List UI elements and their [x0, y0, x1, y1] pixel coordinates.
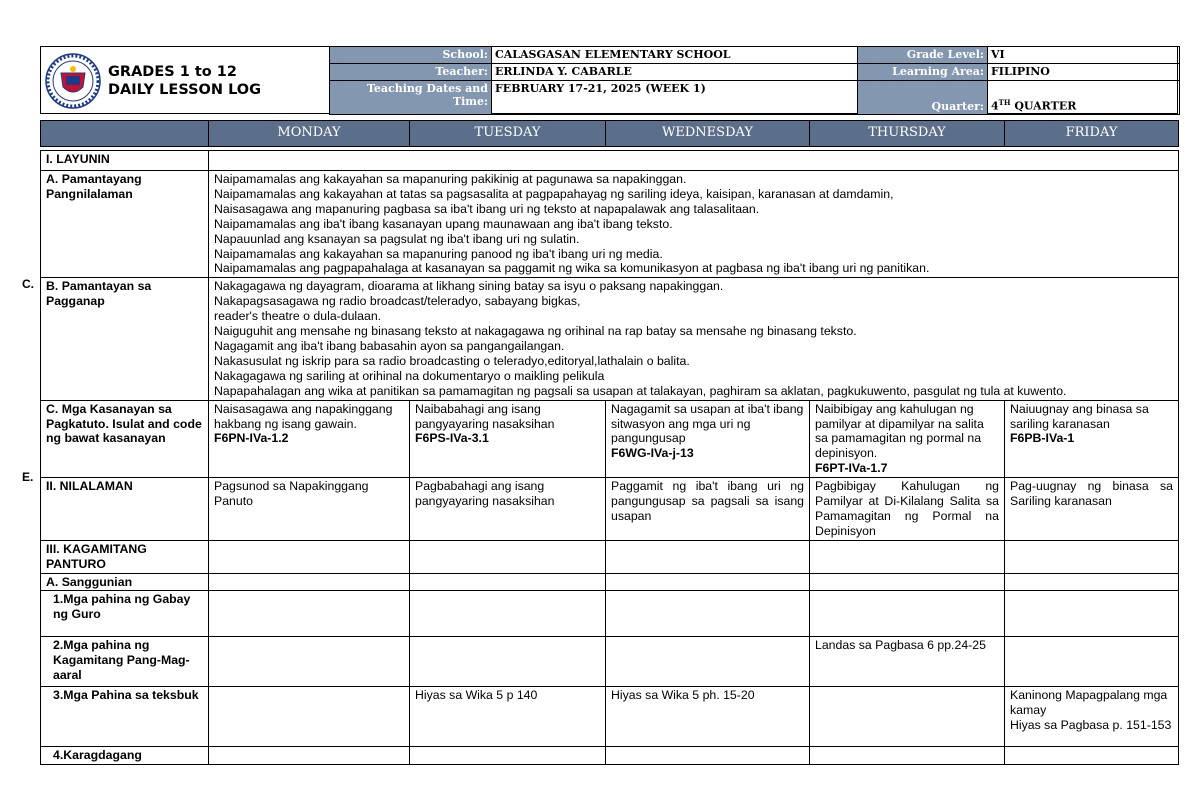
empty-cell	[410, 747, 606, 765]
quarter-superscript: TH	[998, 98, 1011, 108]
kasanayan-wednesday	[606, 400, 810, 478]
mag-aaral-thursday: Landas sa Pagbasa 6 pp.24-25	[810, 637, 1005, 687]
item-label: Mga Pahina sa teksbuk	[63, 688, 199, 703]
content-line: Naipamamalas ang kakayahan sa mapanuring panood ng iba't ibang uri ng media.	[214, 246, 663, 261]
kasanayan-tuesday	[410, 400, 606, 478]
content-line: Nakagagawa ng dayagram, dioarama at likhang sining batay sa isyu o paksang napakinggan.	[214, 279, 724, 294]
teaching-dates-value: FEBRUARY 17-21, 2025 (WEEK 1)	[492, 81, 858, 115]
day-header-friday: FRIDAY	[1005, 121, 1179, 147]
quarter-number: 4	[991, 100, 999, 113]
sanggunian-label: A. Sanggunian	[41, 573, 209, 591]
gabay-ng-guro-label	[41, 591, 209, 637]
kasanayan-text: Naisasagawa ang napakinggang hakbang ng isang gawain.	[214, 401, 393, 431]
empty-cell	[1005, 591, 1179, 637]
competency-code: F6WG-IVa-j-13	[611, 446, 694, 461]
header-info-grid	[329, 46, 1180, 115]
content-line: Naipamamalas ang pagpapahalaga at kasanayan sa paggamit ng wika sa komunikasyon at pagbasa ng iba't ibang uri ng panitikan.	[214, 261, 930, 276]
kasanayan-thursday	[810, 400, 1005, 478]
empty-cell	[810, 573, 1005, 591]
pamantayan-pagganap-label: B. Pamantayan sa Pagganap	[41, 278, 209, 400]
quarter-value	[988, 81, 1180, 115]
row-pamantayang-pangnilalaman	[41, 171, 1179, 278]
empty-cell	[1005, 540, 1179, 573]
content-line: Nakagagawa ng sariling at orihinal na dokumentaryo o maikling pelikula	[214, 368, 605, 383]
item-label: Mga pahina ng Kagamitang Pang-Mag-aaral	[53, 638, 190, 683]
kagamitang-pang-mag-aaral-label	[41, 637, 209, 687]
empty-cell	[810, 540, 1005, 573]
kasanayan-text: Naibibigay ang kahulugan ng pamilyar at dipamilyar na salita sa pamamagitan ng pormal na depinisyon.	[815, 401, 984, 461]
kasanayan-text: Naibabahagi ang isang pangyayaring nasaksihan	[415, 401, 555, 431]
nilalaman-thursday: Pagbibigay Kahulugan ng Pamilyar at Di-Kilalang Salita sa Pamamagitan ng Pormal na Depinisyon	[810, 478, 1005, 541]
empty-cell	[1005, 747, 1179, 765]
kasanayan-text: Nagagamit sa usapan at iba't ibang sitwasyon ang mga uri ng pangungusap	[611, 401, 804, 446]
row-kagamitang-panturo	[41, 540, 1179, 573]
kasanayan-label: C. Mga Kasanayan sa Pagkatuto. Isulat and code ng bawat kasanayan	[41, 400, 209, 478]
teksbuk-friday: Kaninong Mapagpalang mga kamay Hiyas sa Pagbasa p. 151-153	[1005, 687, 1179, 747]
quarter-label: Quarter:	[858, 81, 988, 115]
row-kagamitang-pang-mag-aaral	[41, 637, 1179, 687]
teksbuk-tuesday: Hiyas sa Wika 5 p 140	[410, 687, 606, 747]
grade-level-label: Grade Level:	[858, 47, 988, 64]
content-line: reader's theatre o dula-dulaan.	[214, 309, 382, 324]
content-line: Naipamamalas ang kakayahan sa mapanuring pakikinig at pagunawa sa napakinggan.	[214, 172, 687, 186]
mag-aaral-monday	[209, 637, 410, 687]
content-line: Naisasagawa ang mapanuring pagbasa sa iba't ibang uri ng teksto at napapalawak ang talasalitaan.	[214, 201, 760, 216]
kasanayan-monday	[209, 400, 410, 478]
item-number: 4.	[53, 748, 64, 763]
mag-aaral-friday	[1005, 637, 1179, 687]
item-number: 3.	[53, 688, 64, 703]
competency-code: F6PB-IVa-1	[1010, 431, 1075, 446]
title-dll: DAILY LESSON LOG	[108, 82, 262, 98]
pamantayang-pangnilalaman-label: A. Pamantayang Pangnilalaman	[41, 171, 209, 278]
nilalaman-tuesday: Pagbabahagi ang isang pangyayaring nasaksihan	[410, 478, 606, 541]
day-header-tuesday: TUESDAY	[410, 121, 606, 147]
lesson-log-table	[40, 120, 1179, 765]
content-line: Nakasusulat ng iskrip para sa radio broadcasting o teleradyo,editoryal,lathalain o balita.	[214, 353, 690, 368]
teaching-dates-label-2: Time:	[452, 95, 488, 108]
nilalaman-wednesday: Paggamit ng iba't ibang uri ng pangungusap sa pagsali sa isang usapan	[606, 478, 810, 541]
day-header-wednesday: WEDNESDAY	[606, 121, 810, 147]
row-layunin	[41, 151, 1179, 171]
teksbuk-monday	[209, 687, 410, 747]
item-label: Karagdagang	[63, 748, 142, 763]
row-kasanayan	[41, 400, 1179, 478]
school-value: CALASGASAN ELEMENTARY SCHOOL	[492, 47, 858, 64]
empty-cell	[606, 573, 810, 591]
empty-cell	[209, 591, 410, 637]
competency-code: F6PS-IVa-3.1	[415, 431, 489, 446]
school-label: School:	[330, 47, 492, 64]
item-label: Mga pahina ng Gabay ng Guro	[53, 592, 191, 622]
empty-cell	[810, 591, 1005, 637]
empty-cell	[810, 747, 1005, 765]
content-line: Nagagamit ang iba't ibang babasahin ayon sa pangangailangan.	[214, 338, 565, 353]
quarter-text: QUARTER	[1010, 100, 1077, 113]
teksbuk-wednesday: Hiyas sa Wika 5 ph. 15-20	[606, 687, 810, 747]
deped-seal-icon	[45, 53, 101, 109]
row-gabay-ng-guro	[41, 591, 1179, 637]
teksbuk-label	[41, 687, 209, 747]
kasanayan-friday	[1005, 400, 1179, 478]
empty-cell	[410, 573, 606, 591]
karagdagang-label	[41, 747, 209, 765]
teaching-dates-label-1: Teaching Dates and	[366, 82, 488, 95]
day-header-thursday: THURSDAY	[810, 121, 1005, 147]
side-letter-e: E.	[22, 470, 34, 484]
competency-code: F6PT-IVa-1.7	[815, 461, 888, 476]
pamantayan-pagganap-content	[209, 278, 1179, 400]
content-line: Napauunlad ang ksanayan sa pagsulat ng iba't ibang uri ng sulatin.	[214, 231, 580, 246]
row-pamantayan-pagganap	[41, 278, 1179, 400]
empty-cell	[209, 540, 410, 573]
nilalaman-monday: Pagsunod sa Napakinggang Panuto	[209, 478, 410, 541]
competency-code: F6PN-IVa-1.2	[214, 431, 289, 446]
content-line: Naipamamalas ang kakayahan at tatas sa pagsasalita at pagpapahayag ng sariling ideya, kaisipan, karanasan at damdamin,	[214, 186, 894, 201]
teacher-label: Teacher:	[330, 64, 492, 81]
day-header-monday: MONDAY	[209, 121, 410, 147]
mag-aaral-tuesday	[410, 637, 606, 687]
row-nilalaman	[41, 478, 1179, 541]
teksbuk-thursday	[810, 687, 1005, 747]
empty-cell	[606, 591, 810, 637]
mag-aaral-wednesday	[606, 637, 810, 687]
dll-header	[40, 46, 1178, 114]
empty-cell	[606, 747, 810, 765]
side-letter-c: C.	[22, 277, 34, 291]
nilalaman-friday: Pag-uugnay ng binasa sa Sariling karanasan	[1005, 478, 1179, 541]
content-line: Napapahalagan ang wika at panitikan sa pamamagitan ng pagsali sa usapan at talakayan, paghiram sa aklatan, pagkukuwento, pasgulat ng tula at kuwento.	[214, 383, 1067, 398]
empty-cell	[209, 747, 410, 765]
item-number: 2.	[53, 638, 64, 653]
layunin-content	[209, 151, 1179, 171]
day-header-blank	[41, 121, 209, 147]
layunin-label: I. LAYUNIN	[41, 151, 209, 171]
title-grades: GRADES 1 to 12	[108, 64, 237, 80]
content-line: Naipamamalas ang iba't ibang kasanayan upang maunawaan ang iba't ibang teksto.	[214, 216, 673, 231]
row-karagdagang	[41, 747, 1179, 765]
empty-cell	[410, 540, 606, 573]
learning-area-value: FILIPINO	[988, 64, 1180, 81]
teacher-value: ERLINDA Y. CABARLE	[492, 64, 858, 81]
nilalaman-label: II. NILALAMAN	[41, 478, 209, 541]
empty-cell	[410, 591, 606, 637]
content-line: Nakapagsasagawa ng radio broadcast/teleradyo, sabayang bigkas,	[214, 294, 581, 309]
kasanayan-text: Naiuugnay ang binasa sa sariling karanasan	[1010, 401, 1149, 431]
learning-area-label: Learning Area:	[858, 64, 988, 81]
pamantayang-pangnilalaman-content	[209, 171, 1179, 278]
row-sanggunian	[41, 573, 1179, 591]
item-number: 1.	[53, 592, 64, 607]
row-teksbuk	[41, 687, 1179, 747]
kagamitang-panturo-label: III. KAGAMITANG PANTURO	[41, 540, 209, 573]
teaching-dates-label	[330, 81, 492, 115]
empty-cell	[1005, 573, 1179, 591]
empty-cell	[606, 540, 810, 573]
grade-level-value: VI	[988, 47, 1180, 64]
content-line: Naiguguhit ang mensahe ng binasang teksto at nakagagawa ng orihinal na rap batay sa mensahe ng binasang teksto.	[214, 324, 857, 339]
empty-cell	[209, 573, 410, 591]
